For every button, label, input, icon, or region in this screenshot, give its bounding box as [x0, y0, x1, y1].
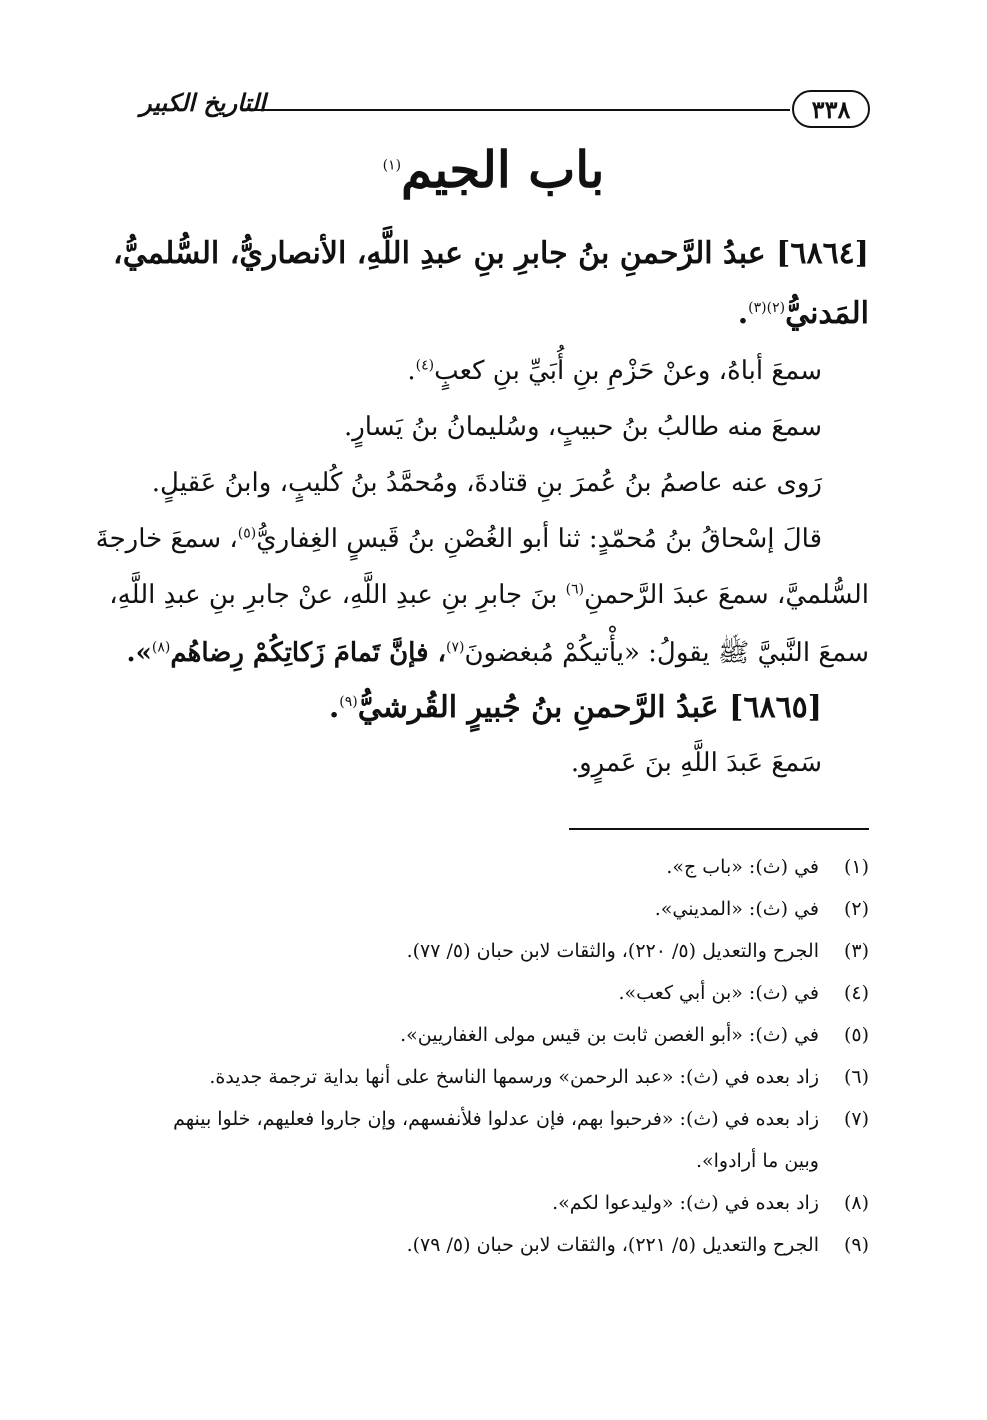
running-header — [140, 88, 870, 136]
footnote-text: الجرح والتعديل (٥/ ٢٢١)، والثقات لابن حبان (٥/ ٧٩). — [406, 1234, 819, 1256]
entry-heading-6864-cont: المَدنيُّ$^{(٢)(٣)}$. — [737, 296, 869, 331]
footnote-number: (٢) — [843, 898, 869, 920]
footnote-number: (٥) — [843, 1024, 869, 1046]
footnote — [118, 1108, 869, 1130]
footnote-text: في (ث): «المديني». — [654, 898, 819, 920]
entry-heading-text: [٦٨٦٥] عَبدُ الرَّحمنِ بنُ جُبيرٍ القُرشيُّ — [357, 690, 822, 725]
footnote — [118, 856, 869, 878]
footnote-number: (٧) — [843, 1108, 869, 1130]
footnote-mark: (١) — [382, 157, 402, 174]
footnote-mark: (٧) — [445, 639, 465, 656]
footnote-number: (٣) — [843, 940, 869, 962]
footnote-text: الجرح والتعديل (٥/ ٢٢٠)، والثقات لابن حبان (٥/ ٧٧). — [406, 940, 819, 962]
quote-text: ، فإنَّ تَمامَ زَكاتِكُمْ رِضاهُم — [170, 638, 446, 668]
footnote-continuation: وبين ما أرادوا». — [695, 1150, 819, 1172]
footnote-mark: (٨) — [151, 639, 171, 656]
footnote-separator — [569, 828, 869, 830]
body-line: سَمعَ عَبدَ اللَّهِ بنَ عَمرٍو. — [570, 748, 822, 778]
footnote-number: (٩) — [843, 1234, 869, 1256]
footnote — [118, 1192, 869, 1214]
chapter-heading — [0, 140, 987, 199]
header-rule — [250, 109, 790, 111]
footnote — [118, 1234, 869, 1256]
footnote-mark: (٢)(٣) — [748, 300, 786, 316]
body-line: سمعَ النَّبيَّ ﷺ يقولُ: «يأْتيكُمْ مُبغضونَ$^{(٧)}$، فإنَّ تَمامَ زَكاتِكُمْ رِضاهُم$^{(٨)}$». — [126, 638, 869, 668]
footnote-text: زاد بعده في (ث): «وليدعوا لكم». — [552, 1192, 819, 1214]
footnote-number: (٤) — [843, 982, 869, 1004]
footnote — [118, 1024, 869, 1046]
footnote-number: (٨) — [843, 1192, 869, 1214]
footnote-text: في (ث): «بن أبي كعب». — [618, 982, 819, 1004]
body-text: ، سمعَ خارجةَ — [95, 524, 238, 554]
body-text: السُّلميَّ، سمعَ عبدَ الرَّحمنِ — [584, 580, 869, 610]
body-line: سمعَ منه طالبُ بنُ حبيبٍ، وسُليمانُ بنُ يَسارٍ. — [343, 412, 822, 442]
footnote — [118, 940, 869, 962]
body-line: رَوى عنه عاصمُ بنُ عُمرَ بنِ قتادةَ، ومُحمَّدُ بنُ كُليبٍ، وابنُ عَقيلٍ. — [151, 468, 822, 498]
footnote-mark: (٩) — [339, 694, 358, 710]
body-text: بنَ جابرِ بنِ عبدِ اللَّهِ، عنْ جابرِ بنِ عبدِ اللَّهِ، — [109, 580, 566, 610]
footnote-mark: (٦) — [565, 581, 585, 598]
footnote-text: زاد بعده في (ث): «عبد الرحمن» ورسمها الناسخ على أنها بداية ترجمة جديدة. — [209, 1066, 819, 1088]
nisba-text: المَدنيُّ — [785, 296, 869, 331]
body-line — [95, 524, 822, 554]
footnote — [118, 898, 869, 920]
body-text: سمعَ أباهُ، وعنْ حَزْمِ بنِ أُبَيِّ بنِ كعبٍ — [434, 356, 822, 386]
footnote-number: (١) — [843, 856, 869, 878]
body-text: سمعَ النَّبيَّ ﷺ يقولُ: «يأْتيكُمْ مُبغضونَ — [464, 638, 869, 668]
footnote-number: (٦) — [843, 1066, 869, 1088]
footnote-mark: (٤) — [415, 357, 435, 374]
body-text: قالَ إسْحاقُ بنُ مُحمّدٍ: ثنا أبو الغُصْنِ بنُ قَيسٍ الغِفاريُّ — [256, 524, 822, 554]
footnote-mark: (٥) — [237, 525, 257, 542]
body-line: سمعَ أباهُ، وعنْ حَزْمِ بنِ أُبَيِّ بنِ كعبٍ$^{(٤)}$. — [407, 356, 822, 386]
book-title: التاريخ الكبير — [140, 88, 266, 117]
footnote — [118, 982, 869, 1004]
footnote-text: في (ث): «أبو الغصن ثابت بن قيس مولى الغفاريين». — [400, 1024, 819, 1046]
footnote-text: في (ث): «باب ج». — [666, 856, 819, 878]
body-line — [109, 580, 869, 610]
entry-heading-6865: [٦٨٦٥] عَبدُ الرَّحمنِ بنُ جُبيرٍ القُرشيُّ$^{(٩)}$. — [328, 690, 822, 725]
chapter-title: باب الجيم — [401, 140, 605, 199]
entry-heading-6864: [٦٨٦٤] عبدُ الرَّحمنِ بنُ جابرِ بنِ عبدِ اللَّهِ، الأنصاريُّ، السُّلميُّ، — [113, 236, 869, 271]
page-number: ٣٣٨ — [792, 90, 870, 128]
footnote-text: زاد بعده في (ث): «فرحبوا بهم، فإن عدلوا فلأنفسهم، وإن جاروا فعليهم، خلوا بينهم — [173, 1108, 819, 1130]
footnote — [118, 1066, 869, 1088]
